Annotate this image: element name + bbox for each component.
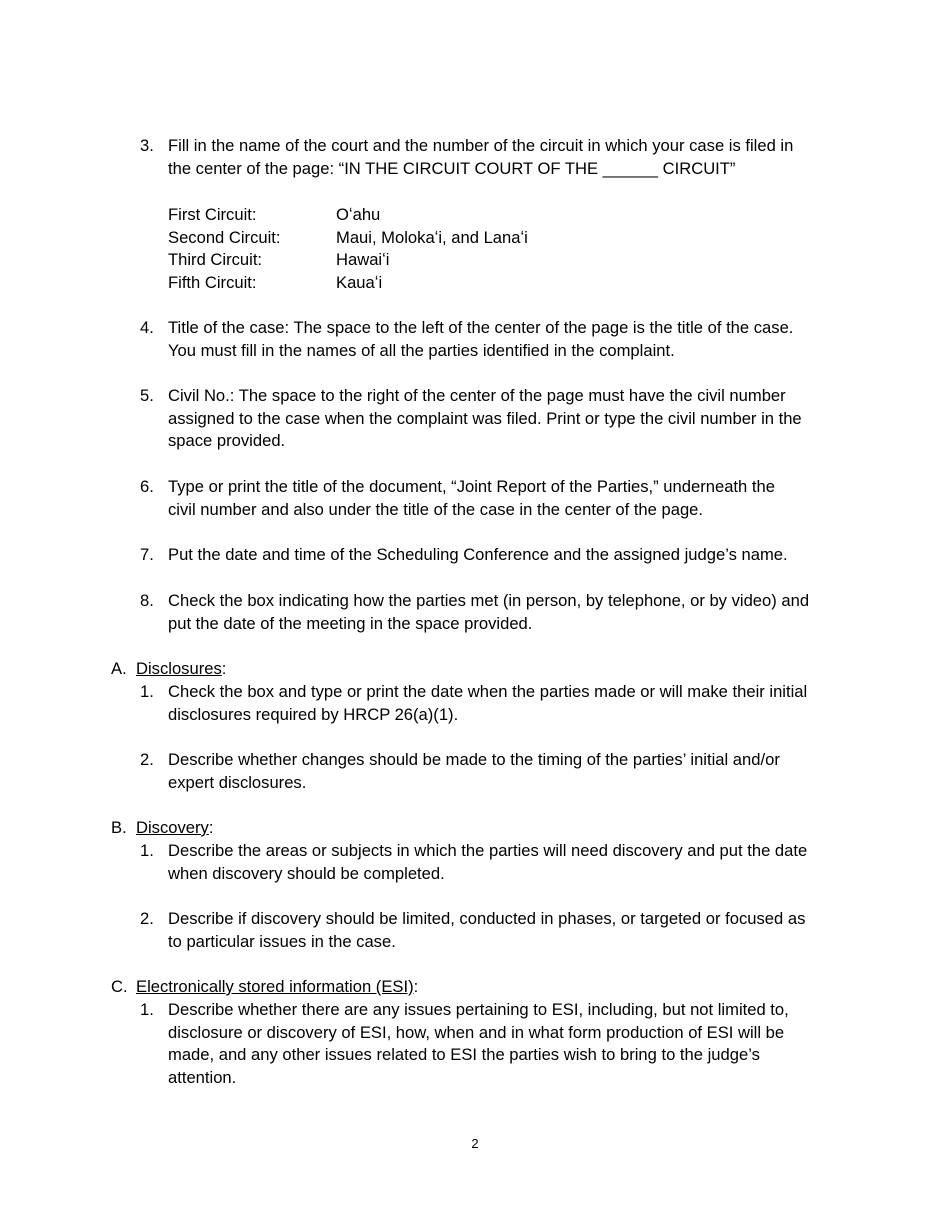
text-line: Describe the areas or subjects in which the parties will need discovery and put the date	[168, 841, 808, 860]
list-number: 1.	[140, 841, 154, 860]
circuit-name: Fifth Circuit:	[168, 272, 257, 292]
text-line: Fill in the name of the court and the number of the circuit in which your case is filed in	[168, 136, 794, 155]
section-letter: A.	[111, 659, 127, 678]
list-number: 2.	[140, 909, 154, 928]
text-line: space provided.	[168, 431, 286, 451]
text-line: attention.	[168, 1067, 237, 1087]
text-line: Civil No.: The space to the right of the center of the page must have the civil number	[168, 386, 786, 405]
circuit-island: Hawaiʻi	[336, 250, 390, 270]
text-line: expert disclosures.	[168, 772, 307, 792]
list-text	[168, 544, 843, 567]
list-number: 4.	[140, 318, 154, 337]
text-line: when discovery should be completed.	[168, 863, 445, 883]
section-suffix: :	[221, 659, 227, 678]
section-suffix: :	[413, 977, 419, 996]
list-text	[168, 135, 843, 180]
section-title: Electronically stored information (ESI)	[136, 977, 414, 996]
text-line: Type or print the title of the document, “Joint Report of the Parties,” underneath the	[168, 477, 775, 496]
section-letter: C.	[111, 977, 128, 996]
list-text	[168, 840, 843, 885]
list-number: 6.	[140, 477, 154, 496]
section-title: Discovery	[136, 818, 209, 837]
circuit-name: Second Circuit:	[168, 227, 281, 247]
text-line: the center of the page: “IN THE CIRCUIT COURT OF THE ______ CIRCUIT”	[168, 158, 736, 178]
list-text	[168, 749, 843, 794]
section-heading-esi	[111, 976, 418, 999]
circuit-island: Maui, Molokaʻi, and Lanaʻi	[336, 227, 528, 247]
list-text	[168, 590, 843, 635]
list-text	[168, 476, 843, 521]
section-letter: B.	[111, 818, 127, 837]
text-line: disclosures required by HRCP 26(a)(1).	[168, 704, 459, 724]
list-number: 8.	[140, 591, 154, 610]
text-line: disclosure or discovery of ESI, how, when and in what form production of ESI will be	[168, 1022, 785, 1042]
list-number: 3.	[140, 136, 154, 155]
text-line: put the date of the meeting in the space provided.	[168, 613, 533, 633]
list-text	[168, 385, 843, 453]
list-text	[168, 317, 843, 362]
list-number: 1.	[140, 1000, 154, 1019]
text-line: Put the date and time of the Scheduling Conference and the assigned judge’s name.	[168, 545, 788, 564]
text-line: civil number and also under the title of the case in the center of the page.	[168, 499, 704, 519]
section-heading-discovery	[111, 817, 213, 840]
list-number: 2.	[140, 750, 154, 769]
list-number: 1.	[140, 682, 154, 701]
circuit-island: Kauaʻi	[336, 272, 383, 292]
text-line: made, and any other issues related to ESI the parties wish to bring to the judge’s	[168, 1045, 760, 1065]
list-text	[168, 908, 843, 953]
text-line: Describe if discovery should be limited, conducted in phases, or targeted or focused as	[168, 909, 806, 928]
text-line: assigned to the case when the complaint was filed. Print or type the civil number in the	[168, 408, 802, 428]
circuit-island: Oʻahu	[336, 205, 381, 224]
section-suffix: :	[208, 818, 214, 837]
text-line: Check the box indicating how the parties met (in person, by telephone, or by video) and	[168, 591, 810, 610]
list-text	[168, 681, 843, 726]
section-title: Disclosures	[136, 659, 222, 678]
circuit-name: Third Circuit:	[168, 250, 263, 270]
section-heading-disclosures	[111, 658, 226, 681]
text-line: Title of the case: The space to the left of the center of the page is the title of the case.	[168, 318, 794, 337]
text-line: Describe whether there are any issues pertaining to ESI, including, but not limited to,	[168, 1000, 789, 1019]
circuit-name: First Circuit:	[168, 205, 257, 224]
text-line: You must fill in the names of all the parties identified in the complaint.	[168, 340, 675, 360]
list-number: 5.	[140, 386, 154, 405]
text-line: Describe whether changes should be made to the timing of the parties’ initial and/or	[168, 750, 780, 769]
page-number: 2	[471, 1136, 479, 1151]
list-text	[168, 999, 843, 1089]
list-number: 7.	[140, 545, 154, 564]
text-line: to particular issues in the case.	[168, 931, 396, 951]
text-line: Check the box and type or print the date when the parties made or will make their initial	[168, 682, 808, 701]
